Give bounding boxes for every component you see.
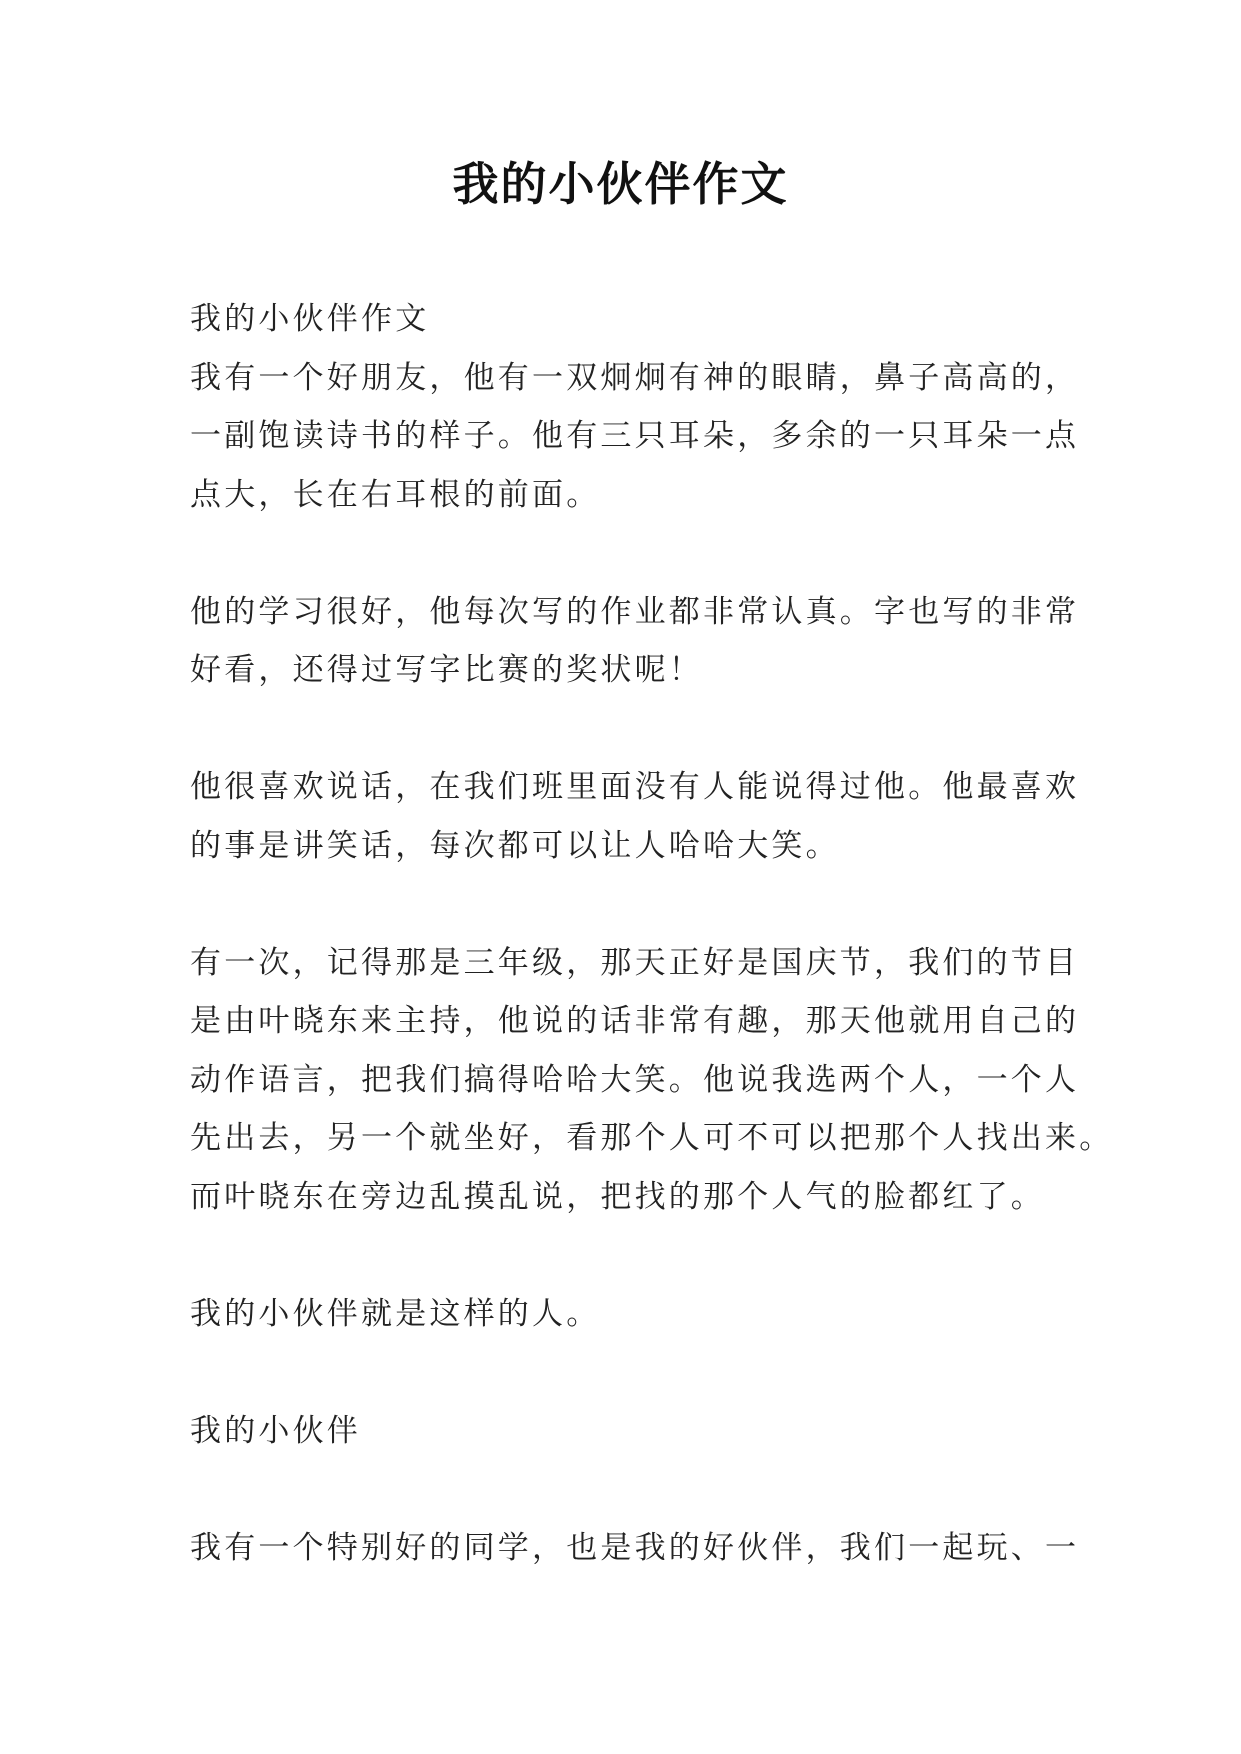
text-line: 他的学习很好，他每次写的作业都非常认真。字也写的非常 xyxy=(190,593,1080,630)
paragraph xyxy=(190,583,1090,700)
paragraph xyxy=(190,1519,1090,1578)
section-heading xyxy=(190,1402,1090,1461)
text-line: 他很喜欢说话，在我们班里面没有人能说得过他。他最喜欢 xyxy=(190,769,1080,805)
text-line: 动作语言，把我们搞得哈哈大笑。他说我选两个人，一个人 xyxy=(190,1061,1080,1098)
text-line: 先出去，另一个就坐好，看那个人可不可以把那个人找出来。 xyxy=(190,1120,1114,1156)
text-line: 我有一个特别好的同学，也是我的好伙伴，我们一起玩、一 xyxy=(190,1529,1080,1566)
text-line: 点大，长在右耳根的前面。 xyxy=(190,476,601,513)
text-line: 的事是讲笑话，每次都可以让人哈哈大笑。 xyxy=(190,827,840,864)
text-line: 我的小伙伴作文 xyxy=(190,301,430,337)
text-line: 好看，还得过写字比赛的奖状呢！ xyxy=(190,652,703,688)
paragraph xyxy=(190,758,1090,875)
paragraph xyxy=(190,349,1090,525)
text-line: 我的小伙伴 xyxy=(190,1412,361,1449)
text-line: 有一次，记得那是三年级，那天正好是国庆节，我们的节目 xyxy=(190,944,1080,981)
text-line: 一副饱读诗书的样子。他有三只耳朵，多余的一只耳朵一点 xyxy=(190,418,1080,454)
paragraph xyxy=(190,934,1114,1227)
text-line: 我有一个好朋友，他有一双炯炯有神的眼睛，鼻子高高的， xyxy=(190,359,1080,396)
document-title: 我的小伙伴作文 xyxy=(452,157,789,211)
text-line: 是由叶晓东来主持，他说的话非常有趣，那天他就用自己的 xyxy=(190,1003,1080,1039)
text-line: 我的小伙伴就是这样的人。 xyxy=(190,1295,601,1332)
document-body xyxy=(190,290,1114,1577)
text-line: 而叶晓东在旁边乱摸乱说，把找的那个人气的脸都红了。 xyxy=(190,1178,1045,1215)
paragraph-heading xyxy=(190,290,1090,349)
paragraph xyxy=(190,1285,1090,1344)
